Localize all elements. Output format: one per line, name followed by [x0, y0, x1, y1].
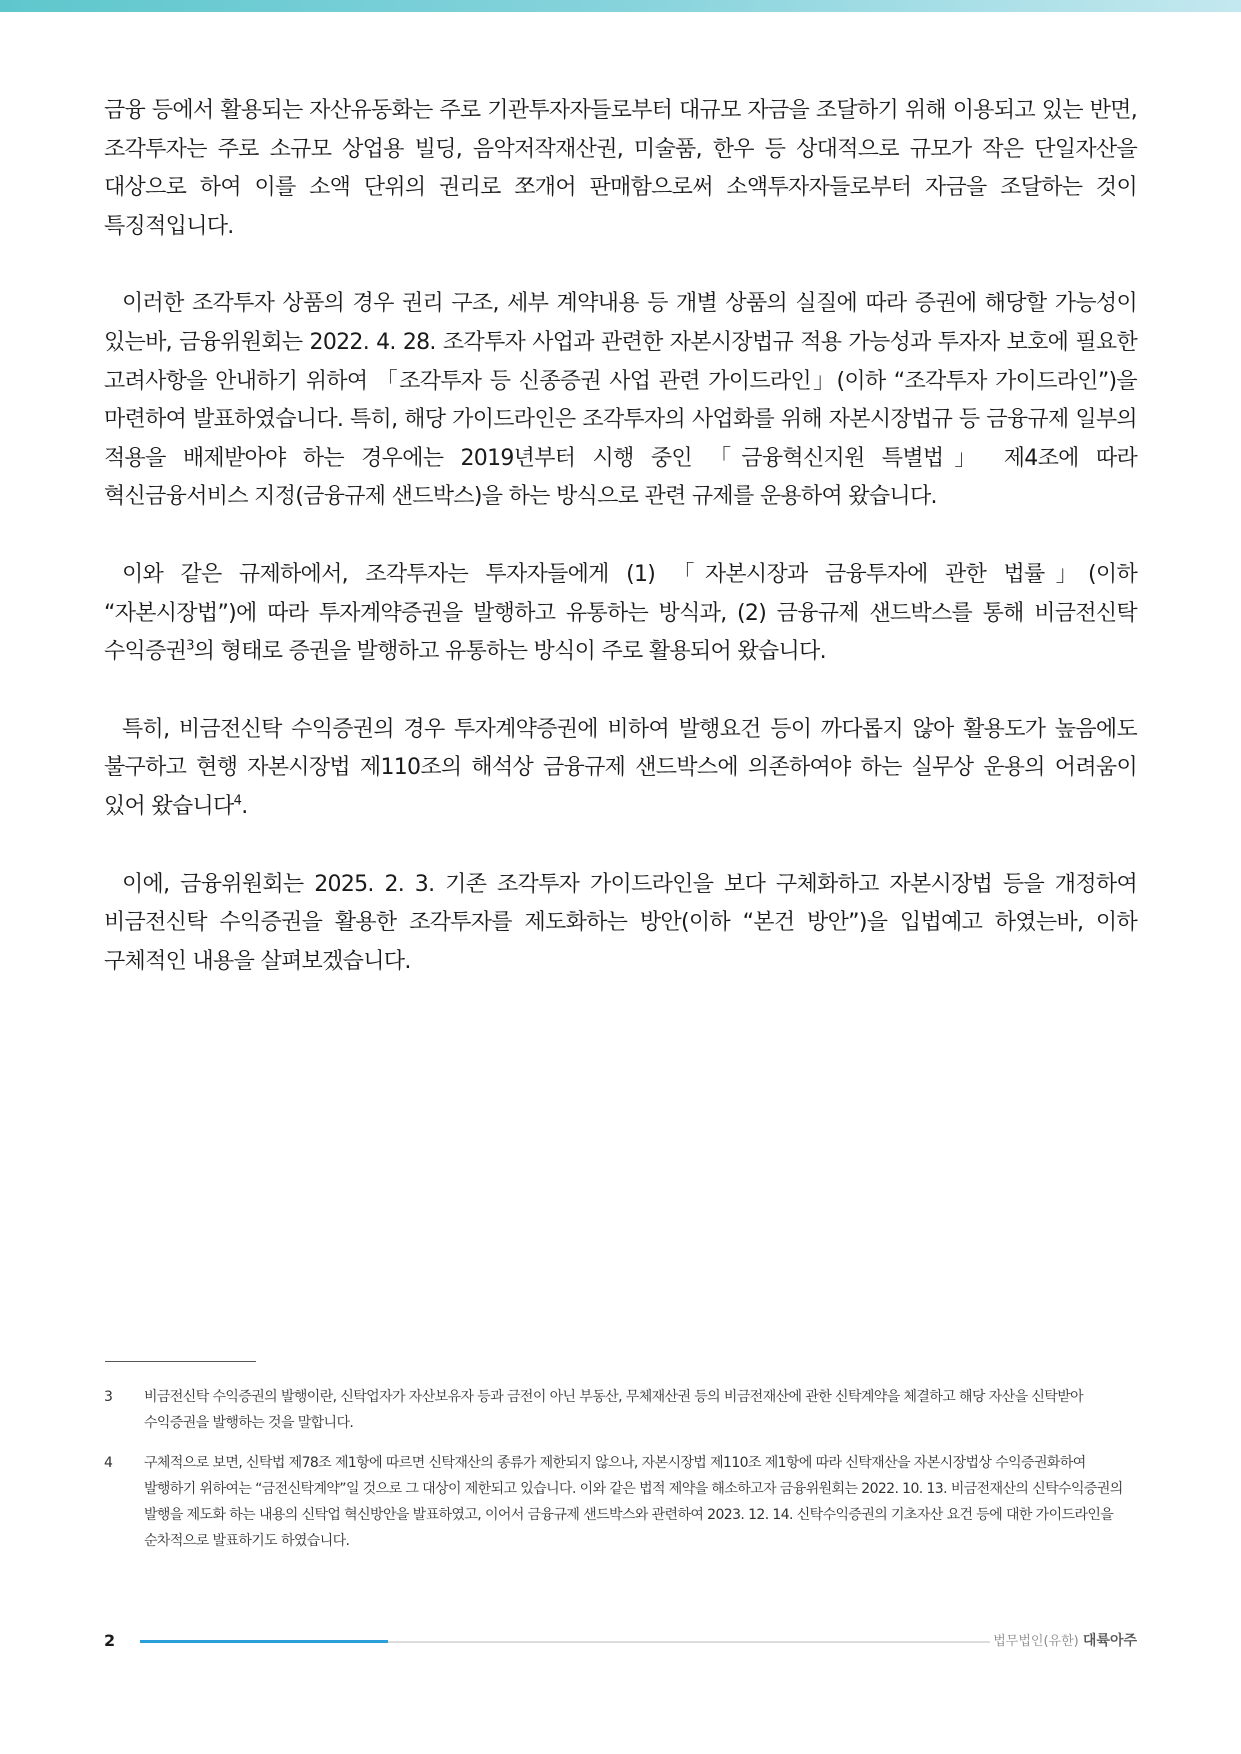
footnote-number: 3 [104, 1389, 113, 1405]
footnote-ref-4[interactable]: 4 [233, 793, 242, 809]
top-accent-bar [0, 0, 1241, 12]
footnote-ref-3[interactable]: 3 [186, 638, 194, 654]
footnote-divider [105, 1361, 256, 1362]
paragraph-2-text: 이러한 조각투자 상품의 경우 권리 구조, 세부 계약내용 등 개별 상품의 실질에 따라 증권에 해당할 가능성이 있는바, 금융위원회는 2022. 4. 28. 조각투자 사업과 관련한 자본시장법규 적용 가능성과 투자자 보호에 필요한 고려사항을 안내하기 위하여 「조각투자 등 신종증권 사업 관련 가이드라인」(이하 “조각투자 가이드라인”)을 마련하여 발표하였습니다. 특히, 해당 가이드라인은 조각투자의 사업화를 위해 자본시장법규 등 금융규제 일부의 적용을 배제받아야 하는 경우에는 2019년부터 시행 중인 「금융혁신지원 특별법」 제4조에 따라 혁신금융서비스 지정(금융규제 샌드박스)을 하는 방식으로 관련 규제를 운용하여 왔습니다. [104, 291, 1137, 510]
paragraph-1-text: 금융 등에서 활용되는 자산유동화는 주로 기관투자자들로부터 대규모 자금을 조달하기 위해 이용되고 있는 반면, 조각투자는 주로 소규모 상업용 빌딩, 음악저작재산권, 미술품, 한우 등 상대적으로 규모가 작은 단일자산을 대상으로 하여 이를 소액 단위의 권리로 쪼개어 판매함으로써 소액투자자들로부터 자금을 조달하는 것이 특징적입니다. [104, 98, 1137, 239]
paragraph-3-text-after: 의 형태로 증권을 발행하고 유통하는 방식이 주로 활용되어 왔습니다. [193, 639, 826, 665]
paragraph-1 [104, 92, 1137, 246]
paragraph-4-text-after: . [241, 793, 248, 819]
page-footer [104, 1628, 1137, 1654]
paragraph-5 [104, 866, 1137, 982]
firm-logo-text [993, 1628, 1137, 1655]
page-number: 2 [104, 1631, 116, 1650]
firm-name: 대륙아주 [1082, 1633, 1137, 1649]
paragraph-4-text: 특히, 비금전신탁 수익증권의 경우 투자계약증권에 비하여 발행요건 등이 까다롭지 않아 활용도가 높음에도 불구하고 현행 자본시장법 제110조의 해석상 금융규제 샌드박스에 의존하여야 하는 실무상 운용의 어려움이 있어 왔습니다 [104, 716, 1137, 819]
paragraph-3 [104, 556, 1137, 672]
firm-prefix: 법무법인(유한) [993, 1634, 1079, 1649]
footnote-number: 4 [104, 1455, 113, 1471]
paragraph-5-text: 이에, 금융위원회는 2025. 2. 3. 기존 조각투자 가이드라인을 보다 구체화하고 자본시장법 등을 개정하여 비금전신탁 수익증권을 활용한 조각투자를 제도화하는 방안(이하 “본건 방안”)을 입법예고 하였는바, 이하 구체적인 내용을 살펴보겠습니다. [104, 871, 1137, 974]
footnote-text: 비금전신탁 수익증권의 발행이란, 신탁업자가 자산보유자 등과 금전이 아닌 부동산, 무체재산권 등의 비금전재산에 관한 신탁계약을 체결하고 해당 자산을 신탁받아 수익증권을 발행하는 것을 말합니다. [144, 1389, 1084, 1431]
footer-rule-accent [140, 1640, 388, 1643]
footnote-text: 구체적으로 보면, 신탁법 제78조 제1항에 따르면 신탁재산의 종류가 제한되지 않으나, 자본시장법 제110조 제1항에 따라 신탁재산을 자본시장법상 수익증권화하여 발행하기 위하여는 “금전신탁계약”일 것으로 그 대상이 제한되고 있습니다. 이와 같은 법적 제약을 해소하고자 금융위원회는 2022. 10. 13. 비금전재산의 신탁수익증권의 발행을 제도화 하는 내용의 신탁업 혁신방안을 발표하였고, 이어서 금융규제 샌드박스와 관련하여 2023. 12. 14. 신탁수익증권의 기초자산 요건 등에 대한 가이드라인을 순차적으로 발표하기도 하였습니다. [144, 1455, 1123, 1549]
paragraph-4 [104, 711, 1137, 827]
main-body [104, 92, 1137, 1020]
footnotes [104, 1384, 1134, 1568]
paragraph-2 [104, 285, 1137, 517]
footnote-3 [104, 1384, 1134, 1436]
footnote-4 [104, 1450, 1134, 1554]
paragraph-3-text: 이와 같은 규제하에서, 조각투자는 투자자들에게 (1) 「자본시장과 금융투자에 관한 법률」(이하 “자본시장법”)에 따라 투자계약증권을 발행하고 유통하는 방식과, (2) 금융규제 샌드박스를 통해 비금전신탁 수익증권 [104, 561, 1137, 665]
